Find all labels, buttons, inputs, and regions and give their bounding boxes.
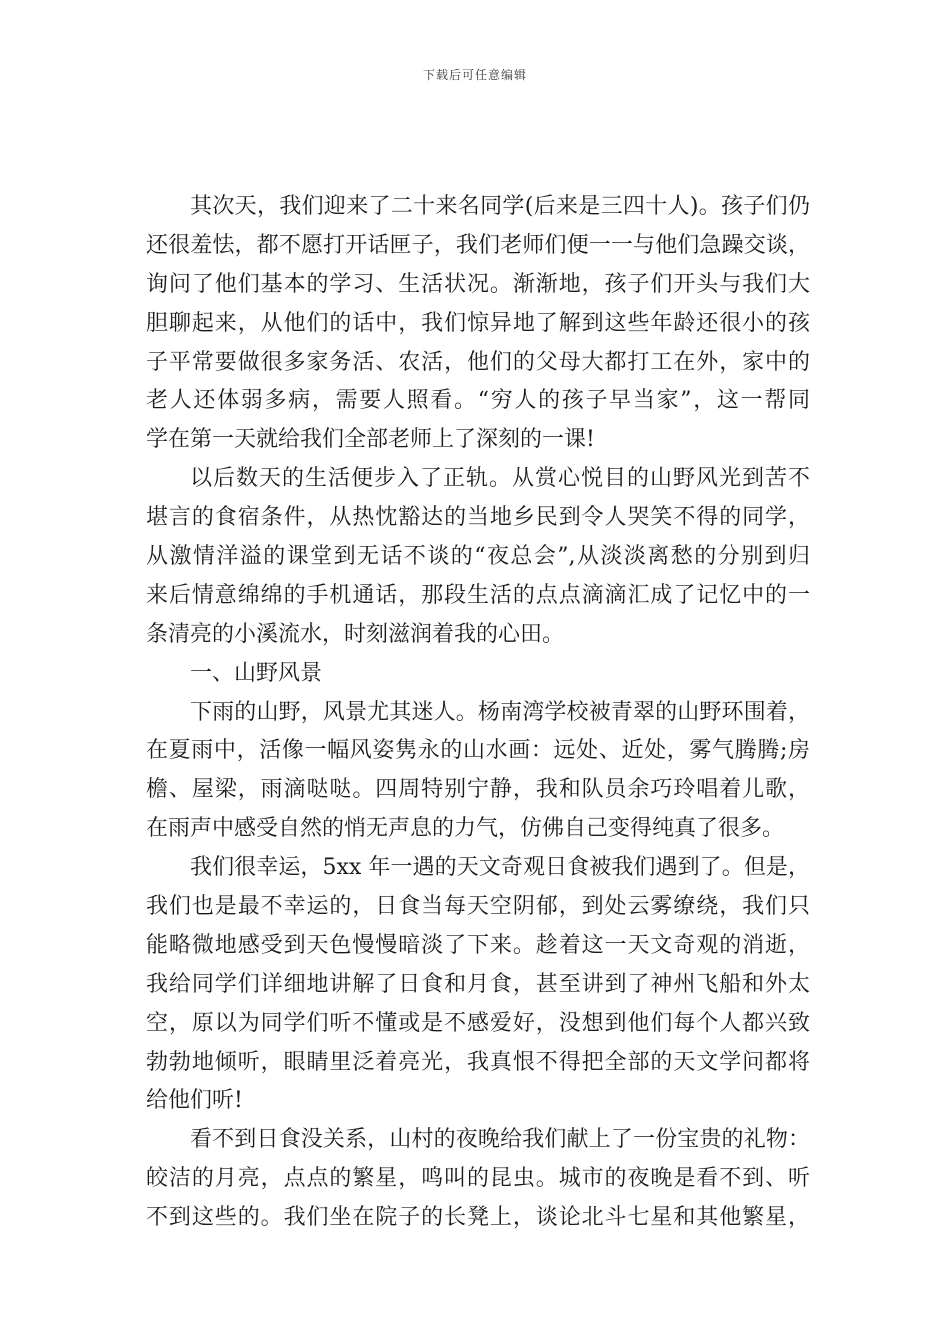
page-header: 下载后可任意编辑 [422,68,527,82]
paragraph [146,1121,810,1238]
paragraph [146,694,810,850]
text-line: 在雨声中感受自然的悄无声息的力气，仿佛自己变得纯真了很多。 [146,816,785,842]
text-line: 从激情洋溢的课堂到无话不谈的“夜总会”,从淡淡离愁的分别到归 [146,544,810,570]
text-line: 下雨的山野，风景尤其迷人。杨南湾学校被青翠的山野环围着， [190,699,810,725]
text-line: 空，原以为同学们听不懂或是不感爱好，没想到他们每个人都兴致 [146,1010,810,1036]
text-line: 看不到日食没关系，山村的夜晚给我们献上了一份宝贵的礼物： [190,1127,810,1153]
paragraph [146,188,810,460]
text-line: 来后情意绵绵的手机通话，那段生活的点点滴滴汇成了记忆中的一 [146,582,810,608]
paragraph [146,460,810,654]
section-heading [146,655,810,694]
text-line: 堪言的食宿条件，从热忱豁达的当地乡民到令人哭笑不得的同学， [146,505,810,531]
document-body [146,188,810,1238]
text-line: 询问了他们基本的学习、生活状况。渐渐地，孩子们开头与我们大 [146,271,810,297]
text-line: 胆聊起来，从他们的话中，我们惊异地了解到这些年龄还很小的孩 [146,310,810,336]
text-line: 给他们听! [146,1088,243,1114]
text-line: 条清亮的小溪流水，时刻滋润着我的心田。 [146,621,565,647]
text-line: 以后数天的生活便步入了正轨。从赏心悦目的山野风光到苦不 [190,466,810,492]
text-line: 其次天，我们迎来了二十来名同学(后来是三四十人)。孩子们仍 [190,194,810,219]
text-line: 在夏雨中，活像一幅风姿隽永的山水画：远处、近处，雾气腾腾;房 [146,738,810,764]
text-line: 还很羞怯，都不愿打开话匣子，我们老师们便一一与他们急躁交谈， [146,232,810,258]
text-line: 皎洁的月亮，点点的繁星，鸣叫的昆虫。城市的夜晚是看不到、听 [146,1166,810,1192]
text-line: 檐、屋梁，雨滴哒哒。四周特别宁静，我和队员余巧玲唱着儿歌， [146,777,810,803]
paragraph [146,849,810,1121]
text-line: 一、山野风景 [190,660,323,686]
text-line: 不到这些的。我们坐在院子的长凳上，谈论北斗七星和其他繁星， [146,1205,810,1231]
text-line: 能略微地感受到天色慢慢暗淡了下来。趁着这一天文奇观的消逝， [146,932,810,958]
text-line: 老人还体弱多病，需要人照看。“穷人的孩子早当家”，这一帮同 [146,388,810,414]
text-line: 我们也是最不幸运的，日食当每天空阴郁，到处云雾缭绕，我们只 [146,894,810,920]
text-line: 我们很幸运，5xx 年一遇的天文奇观日食被我们遇到了。但是， [190,855,810,881]
text-line: 勃勃地倾听，眼睛里泛着亮光，我真恨不得把全部的天文学问都将 [146,1049,810,1075]
text-line: 学在第一天就给我们全部老师上了深刻的一课! [146,427,595,453]
text-line: 我给同学们详细地讲解了日食和月食，甚至讲到了神州飞船和外太 [146,971,810,997]
text-line: 子平常要做很多家务活、农活，他们的父母大都打工在外，家中的 [146,349,810,375]
